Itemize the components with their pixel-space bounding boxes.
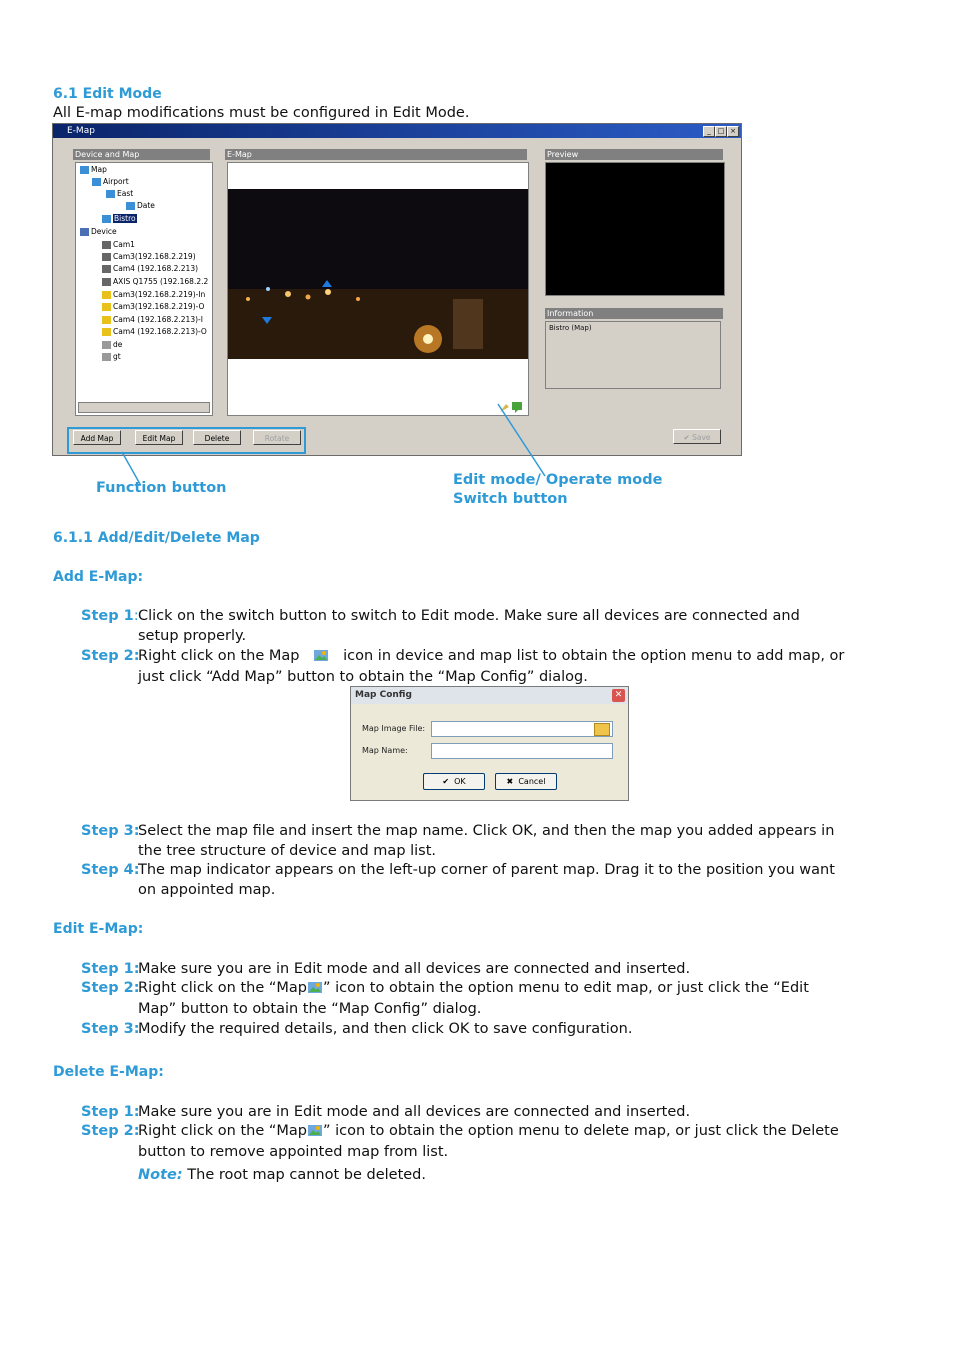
step-text: just click “Add Map” button to obtain the “Map Config” dialog. (138, 669, 588, 685)
map-config-dialog (350, 686, 629, 801)
map-icon (307, 980, 323, 994)
step-label: Step 1 (81, 608, 134, 624)
tree-label: gt (113, 352, 121, 361)
delete-emap-heading: Delete E-Map: (53, 1064, 164, 1080)
step-text: Make sure you are in Edit mode and all devices are connected and inserted. (138, 961, 691, 977)
delete-step-2 (81, 1121, 839, 1160)
callout-switch-label-1: Edit mode/ Operate mode (453, 472, 663, 488)
intro-text: All E-map modifications must be configured in Edit Mode. (53, 105, 470, 121)
dialog-title (351, 687, 628, 704)
step-text: Make sure you are in Edit mode and all devices are connected and inserted. (138, 1104, 691, 1120)
close-icon[interactable]: × (727, 126, 739, 137)
step-text: Modify the required details, and then click OK to save configuration. (138, 1021, 633, 1037)
map-image-file-input[interactable] (431, 721, 613, 737)
step-sep: : (133, 608, 139, 624)
check-icon: ✔ (683, 433, 693, 442)
minimize-icon[interactable]: _ (703, 126, 715, 137)
step-label: Step 1: (81, 961, 140, 977)
add-map-button[interactable]: Add Map (73, 430, 121, 445)
tree-label: East (117, 189, 134, 198)
delete-step-1 (81, 1102, 691, 1122)
edit-step-1 (81, 959, 691, 979)
step-text: icon in device and map list to obtain the option menu to add map, or (343, 648, 845, 664)
window-title: E-Map (67, 126, 95, 136)
edit-map-button[interactable]: Edit Map (135, 430, 183, 445)
map-name-input[interactable] (431, 743, 613, 759)
add-step-1 (81, 606, 800, 644)
step-text: Select the map file and insert the map name. Click OK, and then the map you added appears in (138, 823, 835, 839)
step-label: Step 4: (81, 862, 140, 878)
tree-label: Device (91, 227, 117, 236)
note-label: Note: (138, 1167, 183, 1183)
step-label: Step 3: (81, 823, 140, 839)
tree-label: AXIS Q1755 (192.168.2.2 (113, 277, 209, 286)
tree-label: Cam3(192.168.2.219)-In (113, 290, 206, 299)
panel-emap-header: E-Map (225, 149, 527, 160)
step-text: the tree structure of device and map list. (138, 843, 437, 859)
rotate-button[interactable]: Rotate (253, 430, 301, 445)
step-label: Step 2: (81, 648, 140, 664)
tree-label: Cam4 (192.168.2.213) (113, 264, 199, 273)
ok-label: OK (454, 777, 466, 786)
map-icon (307, 1123, 323, 1137)
cancel-button[interactable] (495, 773, 557, 790)
step-text: on appointed map. (138, 882, 276, 898)
add-step-3 (81, 821, 835, 859)
tree-label: de (113, 340, 123, 349)
step-label: Step 1: (81, 1104, 140, 1120)
dialog-title-text: Map Config (355, 690, 412, 700)
tree-label: Date (137, 201, 155, 210)
tree-label: Cam4 (192.168.2.213)-I (113, 315, 203, 324)
step-label: Step 3: (81, 1021, 140, 1037)
callout-function-label: Function button (96, 480, 227, 496)
map-icon (313, 648, 329, 662)
cancel-label: Cancel (518, 777, 546, 786)
step-text: ” icon to obtain the option menu to delete map, or just click the Delete (323, 1123, 839, 1139)
step-text: ” icon to obtain the option menu to edit map, or just click the “Edit (323, 980, 809, 996)
panel-info-header: Information (545, 308, 723, 319)
add-emap-heading: Add E-Map: (53, 569, 144, 585)
folder-icon[interactable] (594, 723, 610, 736)
tree-label: Cam3(192.168.2.219) (113, 252, 196, 261)
step-label: Step 2: (81, 1123, 140, 1139)
tree-label: Cam3(192.168.2.219)-O (113, 302, 205, 311)
callout-switch-label-2: Switch button (453, 491, 568, 507)
note-text: The root map cannot be deleted. (187, 1167, 426, 1183)
tree-label: Cam4 (192.168.2.213)-O (113, 327, 207, 336)
tree-label: Cam1 (113, 240, 135, 249)
add-step-2 (81, 646, 845, 685)
panel-device-header: Device and Map (73, 149, 210, 160)
panel-preview-header: Preview (545, 149, 723, 160)
step-text: Right click on the “Map (138, 980, 307, 996)
map-image-file-label: Map Image File: (362, 724, 426, 733)
step-text: Click on the switch button to switch to Edit mode. Make sure all devices are connected and (138, 608, 800, 624)
info-pane: Bistro (Map) (545, 321, 721, 389)
tree-label: Bistro (114, 214, 136, 223)
section-title: 6.1 Edit Mode (53, 86, 162, 102)
map-name-label: Map Name: (362, 746, 408, 755)
tree-label: Airport (103, 177, 129, 186)
delete-note (138, 1165, 426, 1185)
subsection-title: 6.1.1 Add/Edit/Delete Map (53, 530, 260, 546)
save-label: Save (692, 433, 711, 442)
edit-step-2 (81, 978, 809, 1017)
step-text: button to remove appointed map from list. (138, 1144, 449, 1160)
x-icon: ✖ (506, 777, 514, 786)
step-text: Right click on the “Map (138, 1123, 307, 1139)
callout-lines (0, 0, 954, 520)
maximize-icon[interactable]: □ (715, 126, 727, 137)
step-text: The map indicator appears on the left-up corner of parent map. Drag it to the position you want (138, 862, 835, 878)
tree-label: Map (91, 165, 107, 174)
ok-button[interactable] (423, 773, 485, 790)
delete-button[interactable]: Delete (193, 430, 241, 445)
step-text: setup properly. (138, 628, 247, 644)
add-step-4 (81, 860, 835, 898)
edit-emap-heading: Edit E-Map: (53, 921, 144, 937)
close-icon[interactable]: ✕ (612, 689, 625, 702)
check-icon: ✔ (442, 777, 450, 786)
step-label: Step 2: (81, 980, 140, 996)
edit-step-3 (81, 1019, 633, 1039)
step-text: Map” button to obtain the “Map Config” dialog. (138, 1001, 482, 1017)
step-text: Right click on the Map (138, 648, 300, 664)
